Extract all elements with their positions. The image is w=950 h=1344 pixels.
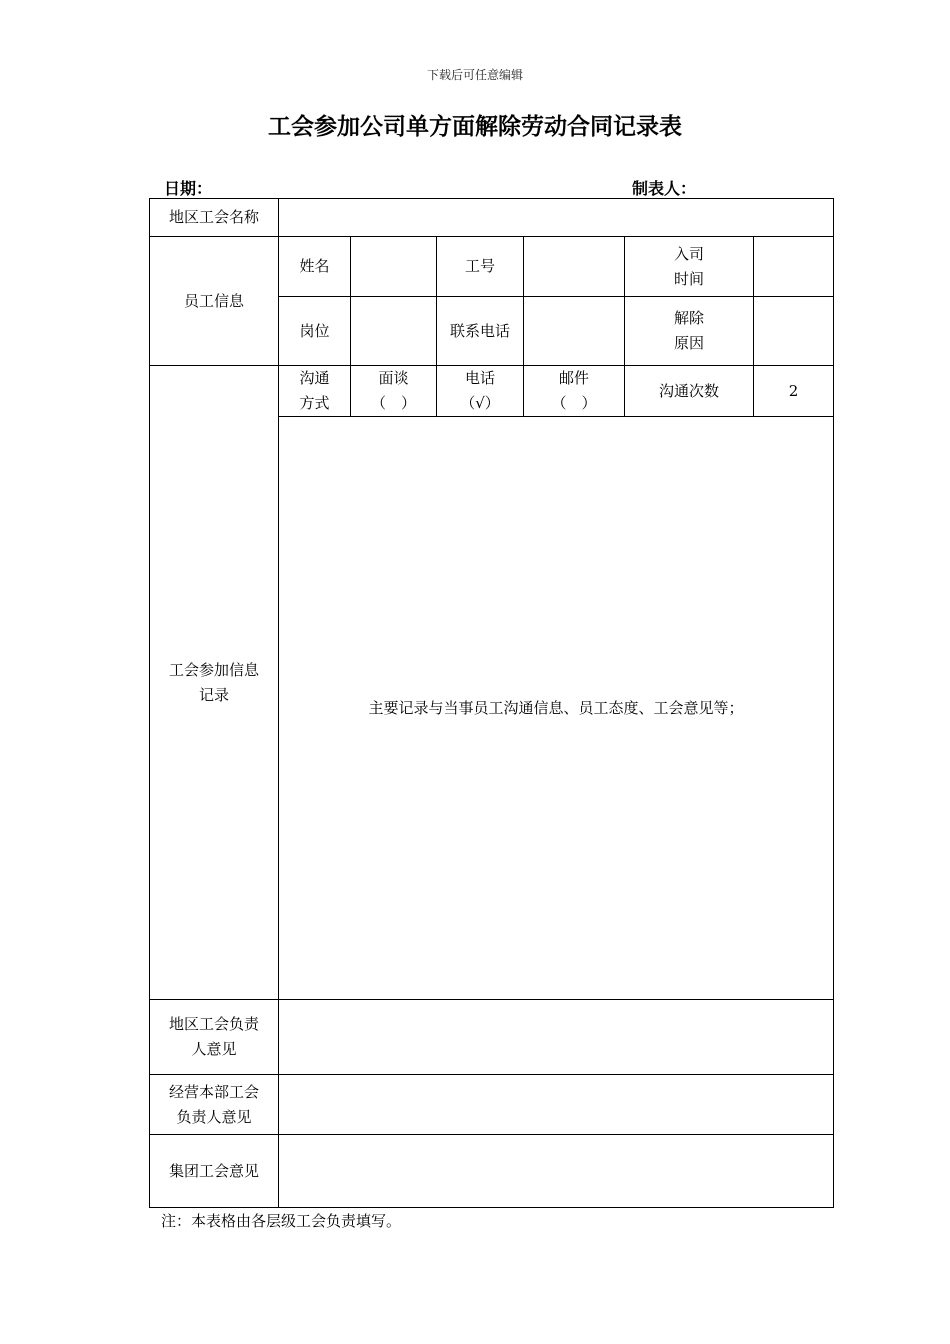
group-opinion-label: 集团工会意见 [150,1135,279,1208]
hq-head-line1: 经营本部工会 [168,1082,259,1101]
reason-field[interactable] [754,297,834,366]
emp-no-label: 工号 [437,237,524,297]
row-hq-head [150,1075,834,1135]
header-note: 下载后可任意编辑 [426,68,523,82]
union-record-label [150,366,279,1000]
record-form-table [149,198,834,1208]
join-date-line2: 时间 [673,269,704,288]
interview-label: 面谈 [378,369,409,387]
comm-method-label [279,366,351,417]
footnote: 注：本表格由各层级工会负责填写。 [161,1212,402,1230]
region-union-name-label: 地区工会名称 [150,199,279,237]
phone-call-option[interactable] [437,366,524,417]
row-group-opinion [150,1135,834,1208]
hq-head-line2: 负责人意见 [176,1107,252,1126]
row-region-head [150,1000,834,1075]
join-date-field[interactable] [754,237,834,297]
interview-option[interactable] [351,366,437,417]
hq-head-field[interactable] [279,1075,834,1135]
reason-line1: 解除 [673,309,704,327]
region-head-field[interactable] [279,1000,834,1075]
region-head-label [150,1000,279,1075]
comm-method-line1: 沟通 [299,369,330,387]
join-date-line1: 入司 [673,244,704,263]
comm-count-value[interactable]: 2 [754,366,834,417]
phone-call-checkbox[interactable]: （√） [460,394,500,412]
interview-checkbox[interactable]: （ ） [370,394,416,412]
region-head-line2: 人意见 [191,1040,237,1058]
reason-label [625,297,754,366]
position-field[interactable] [351,297,437,366]
email-option[interactable] [524,366,625,417]
emp-no-field[interactable] [524,237,625,297]
reason-line2: 原因 [673,334,704,352]
memo-field[interactable]: 主要记录与当事员工沟通信息、员工态度、工会意见等； [279,417,834,1000]
maker-label: 制表人： [632,179,697,198]
name-label: 姓名 [279,237,351,297]
phone-label: 联系电话 [437,297,524,366]
date-label: 日期： [164,179,213,198]
employee-info-label: 员工信息 [150,237,279,366]
page-title: 工会参加公司单方面解除劳动合同记录表 [268,114,682,140]
union-record-line2: 记录 [198,685,229,704]
position-label: 岗位 [279,297,351,366]
region-union-name-field[interactable] [279,199,834,237]
row-employee-1 [150,237,834,297]
row-communication [150,366,834,417]
join-date-label [625,237,754,297]
phone-field[interactable] [524,297,625,366]
comm-method-line2: 方式 [299,394,330,412]
name-field[interactable] [351,237,437,297]
email-label: 邮件 [558,369,589,387]
email-checkbox[interactable]: （ ） [551,394,597,412]
phone-call-label: 电话 [464,369,495,387]
region-head-line1: 地区工会负责 [168,1015,259,1033]
hq-head-label [150,1075,279,1135]
group-opinion-field[interactable] [279,1135,834,1208]
comm-count-label: 沟通次数 [625,366,754,417]
row-region-union [150,199,834,237]
union-record-line1: 工会参加信息 [168,660,259,679]
